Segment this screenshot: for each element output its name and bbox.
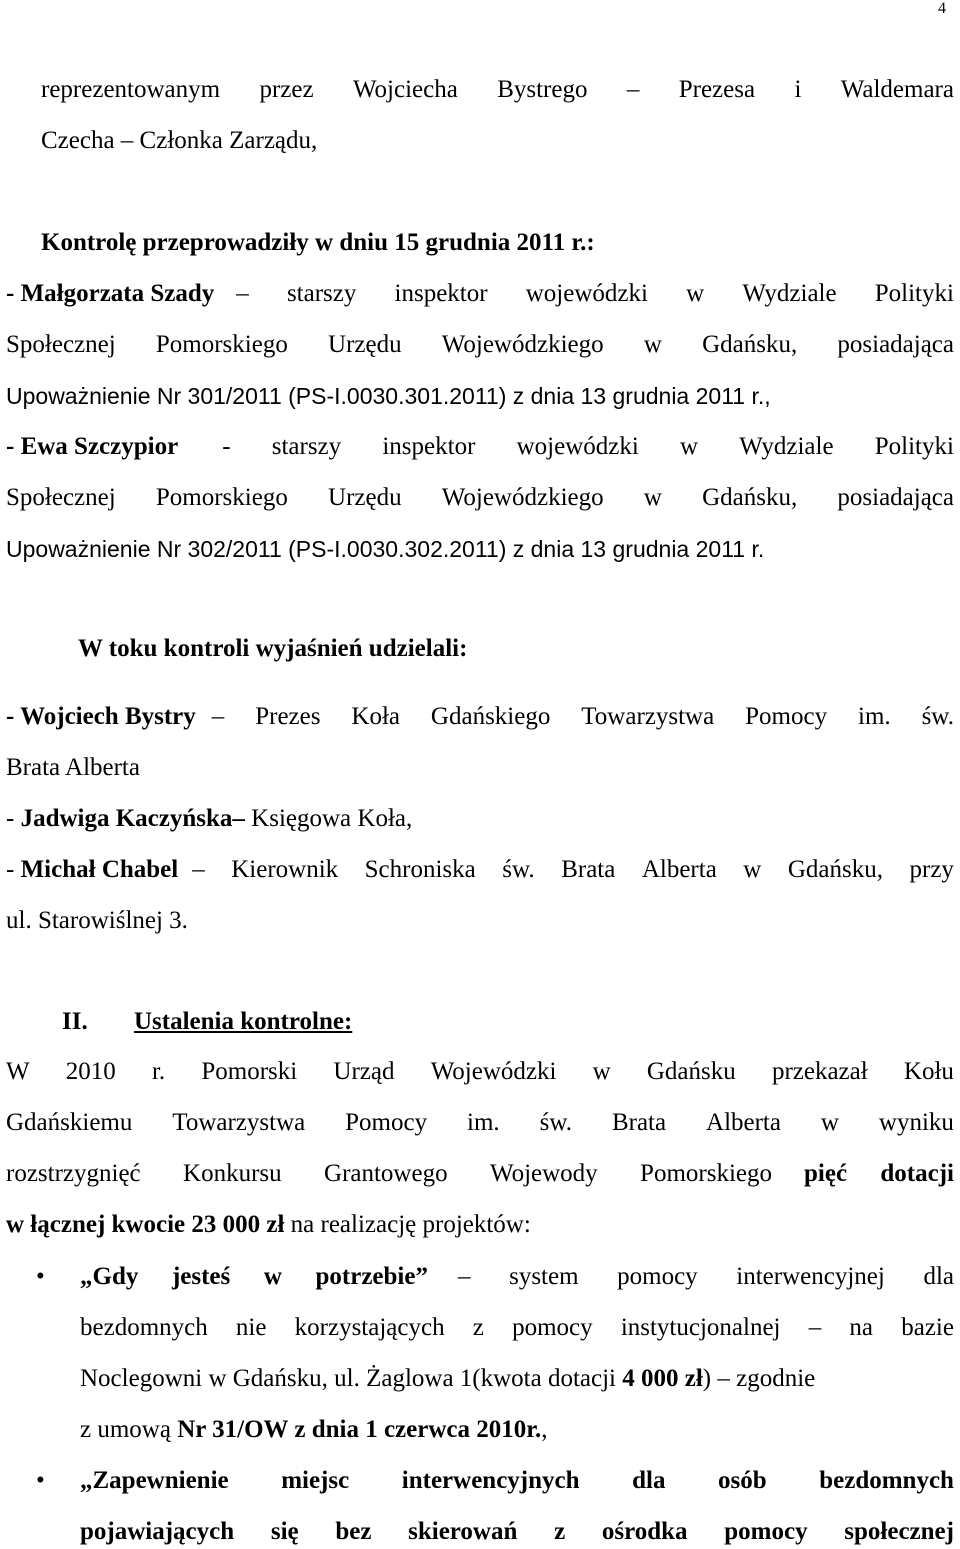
word: im. xyxy=(858,703,891,730)
word: w xyxy=(592,1058,611,1085)
word: Urząd xyxy=(333,1058,395,1085)
word: instytucjonalnej xyxy=(620,1314,781,1341)
word: bezdomnych xyxy=(819,1467,954,1494)
findings-line-2 xyxy=(6,1108,954,1138)
word: Schroniska xyxy=(364,856,476,883)
findings-line-4: w łącznej kwocie 23 000 zł na realizację projektów: xyxy=(6,1211,531,1238)
project-1-line-3: Noclegowni w Gdańsku, ul. Żaglowa 1(kwota dotacji 4 000 zł) – zgodnie xyxy=(80,1365,816,1392)
word: 2010 xyxy=(65,1058,116,1085)
bullet-2: • xyxy=(36,1467,45,1494)
findings-line-3 xyxy=(6,1159,954,1189)
inspector-1-role xyxy=(236,279,954,309)
word: Brata xyxy=(561,856,616,883)
word: bez xyxy=(335,1518,372,1545)
word: – xyxy=(626,76,640,103)
word: się xyxy=(270,1518,299,1545)
word: system xyxy=(509,1263,579,1290)
word: wyniku xyxy=(878,1109,954,1136)
inspector-1-auth: Upoważnienie Nr 301/2011 (PS-I.0030.301.2011) z dnia 13 grudnia 2011 r., xyxy=(6,383,771,409)
word: pomocy xyxy=(512,1314,593,1341)
word: w xyxy=(643,331,662,358)
word: – xyxy=(192,856,205,883)
word: Pomorskiego xyxy=(155,331,288,358)
word: Gdańsku, xyxy=(702,484,798,511)
word: r. xyxy=(151,1058,166,1085)
word: W xyxy=(6,1058,30,1085)
project-2-line-2 xyxy=(80,1517,954,1547)
word: społecznej xyxy=(844,1518,954,1545)
witness-1-line xyxy=(6,702,954,732)
inspector-1-line xyxy=(6,279,954,309)
word: przy xyxy=(909,856,954,883)
word: Wojewódzkiego xyxy=(441,331,604,358)
word: Koła xyxy=(351,703,400,730)
word: Społecznej xyxy=(6,484,116,511)
word: Pomorskiego xyxy=(640,1160,772,1187)
word: interwencyjnych xyxy=(401,1467,580,1494)
word: i xyxy=(794,76,802,103)
word: z xyxy=(472,1314,484,1341)
word: posiadająca xyxy=(837,331,954,358)
word: potrzebie” xyxy=(315,1263,428,1290)
word: w xyxy=(743,856,762,883)
word: Alberta xyxy=(641,856,717,883)
word: Polityki xyxy=(874,280,954,307)
word: Bystrego xyxy=(497,76,588,103)
word: Urzędu xyxy=(328,331,402,358)
word: korzystających xyxy=(294,1314,445,1341)
word: pojawiających xyxy=(80,1518,235,1545)
word: pomocy xyxy=(617,1263,698,1290)
word: Społecznej xyxy=(6,331,116,358)
word: Towarzystwa xyxy=(581,703,715,730)
inspector-1-name: - Małgorzata Szady xyxy=(6,280,215,307)
section-ii-heading xyxy=(62,1007,954,1037)
word: dla xyxy=(923,1263,954,1290)
word: „Zapewnienie xyxy=(80,1467,229,1494)
witness-3-name: Michał Chabel xyxy=(20,856,179,883)
word: Wojciecha xyxy=(352,76,458,103)
word: Wydziale xyxy=(739,433,834,460)
word: w xyxy=(643,484,662,511)
para-line-1 xyxy=(41,75,954,105)
word: Towarzystwa xyxy=(172,1109,306,1136)
word: Prezes xyxy=(255,703,321,730)
word: Pomorskiego xyxy=(155,484,288,511)
word: dotacji xyxy=(880,1160,954,1187)
word: im. xyxy=(467,1109,500,1136)
word: skierowań xyxy=(408,1518,518,1545)
word: posiadająca xyxy=(837,484,954,511)
bullet-1: • xyxy=(36,1263,45,1290)
witness-1-name: - Wojciech Bystry xyxy=(6,703,196,730)
witness-3-line: - Michał Chabel – Kierownik Schroniska św. Brata Alberta w Gdańsku, przy xyxy=(6,856,954,883)
word: rozstrzygnięć xyxy=(6,1160,141,1187)
word: św. xyxy=(502,856,535,883)
explanations-heading: W toku kontroli wyjaśnień udzielali: xyxy=(78,635,468,662)
word: przekazał xyxy=(771,1058,868,1085)
witness-3-line-2: ul. Starowiślnej 3. xyxy=(6,907,188,934)
word: w xyxy=(680,433,699,460)
word: osób xyxy=(718,1467,767,1494)
word: ośrodka xyxy=(601,1518,688,1545)
witness-1-role xyxy=(212,702,954,732)
project-1-line-4: z umową Nr 31/OW z dnia 1 czerwca 2010r., xyxy=(80,1416,548,1443)
word: – xyxy=(458,1263,471,1290)
inspection-heading: Kontrolę przeprowadziły w dniu 15 grudnia 2011 r.: xyxy=(41,229,595,256)
section-number: II. xyxy=(62,1008,88,1035)
word: Waldemara xyxy=(840,76,954,103)
word: miejsc xyxy=(281,1467,350,1494)
word: starszy xyxy=(286,280,357,307)
word: inspektor xyxy=(382,433,476,460)
inspector-2-line-2 xyxy=(6,483,954,513)
word: przez xyxy=(259,76,314,103)
section-title: Ustalenia kontrolne: xyxy=(133,1008,353,1035)
inspector-2-name: - Ewa Szczypior xyxy=(6,433,179,460)
word: Konkursu xyxy=(183,1160,282,1187)
word: Alberta xyxy=(706,1109,781,1136)
word: dla xyxy=(632,1467,666,1494)
word: starszy xyxy=(271,433,342,460)
word: Grantowego xyxy=(324,1160,448,1187)
word: na xyxy=(849,1314,873,1341)
word: Pomocy xyxy=(745,703,828,730)
inspector-1-line-2 xyxy=(6,330,954,360)
word: Kołu xyxy=(903,1058,954,1085)
word: pięć xyxy=(804,1160,848,1187)
word: Gdańsku, xyxy=(787,856,883,883)
word: Gdańsku xyxy=(646,1058,736,1085)
word: wojewódzki xyxy=(516,433,639,460)
word: - xyxy=(222,433,231,460)
witness-2-name: Jadwiga Kaczyńska– xyxy=(20,805,252,832)
word: Polityki xyxy=(874,433,954,460)
word: bazie xyxy=(901,1314,954,1341)
witness-3-role xyxy=(192,855,954,885)
word: pomocy xyxy=(724,1518,808,1545)
inspector-2-auth: Upoważnienie Nr 302/2011 (PS-I.0030.302.2011) z dnia 13 grudnia 2011 r. xyxy=(6,536,765,562)
word: – xyxy=(808,1314,822,1341)
word: Pomorski xyxy=(201,1058,298,1085)
word: Pomocy xyxy=(345,1109,428,1136)
witness-1-line-2: Brata Alberta xyxy=(6,754,140,781)
word: z xyxy=(554,1518,566,1545)
inspector-2-line xyxy=(6,432,954,462)
word: inspektor xyxy=(394,280,488,307)
word: reprezentowanym xyxy=(41,76,221,103)
word: Prezesa xyxy=(678,76,756,103)
project-1-line-1 xyxy=(80,1262,954,1292)
word: Wojewódzkiego xyxy=(441,484,604,511)
project-2-line-1 xyxy=(80,1466,954,1496)
word: – xyxy=(211,703,225,730)
word: – xyxy=(236,280,249,307)
word: Gdańskiemu xyxy=(6,1109,133,1136)
inspector-2-role xyxy=(222,432,954,462)
page-number: 4 xyxy=(938,0,946,17)
word: w xyxy=(820,1109,839,1136)
para-line-2: Czecha – Członka Zarządu, xyxy=(41,127,318,154)
word: Gdańskiego xyxy=(430,703,551,730)
word: św. xyxy=(539,1109,573,1136)
word: bezdomnych xyxy=(80,1314,208,1341)
findings-line-1 xyxy=(6,1057,954,1087)
word: Wojewódzki xyxy=(430,1058,557,1085)
word: Kierownik xyxy=(231,856,339,883)
word: wojewódzki xyxy=(525,280,648,307)
word: Wojewody xyxy=(489,1160,598,1187)
project-1-line-2 xyxy=(80,1313,954,1343)
word: św. xyxy=(921,703,954,730)
word: Brata xyxy=(611,1109,667,1136)
witness-2-line: - Jadwiga Kaczyńska– Księgowa Koła, xyxy=(6,805,413,832)
word: nie xyxy=(235,1314,267,1341)
word: w xyxy=(263,1263,282,1290)
word: Urzędu xyxy=(328,484,402,511)
word: jesteś xyxy=(171,1263,231,1290)
word: „Gdy xyxy=(80,1263,139,1290)
word: w xyxy=(686,280,705,307)
word: Wydziale xyxy=(742,280,837,307)
word: Gdańsku, xyxy=(702,331,798,358)
word: interwencyjnej xyxy=(736,1263,885,1290)
